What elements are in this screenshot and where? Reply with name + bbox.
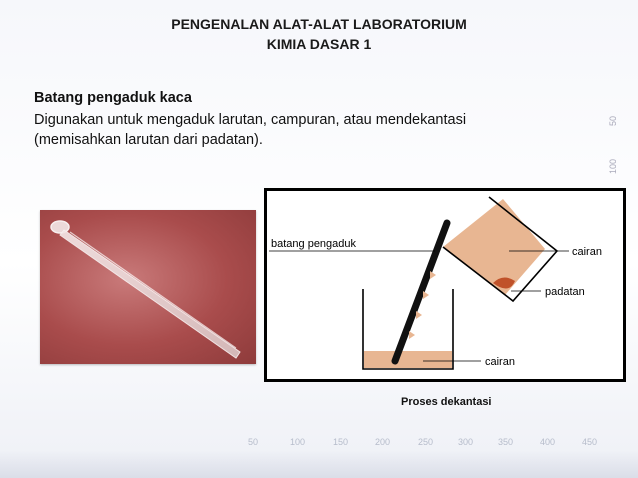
glass-rod-photo xyxy=(40,210,256,364)
ruler-bottom-mark: 450 xyxy=(582,437,598,447)
rod-highlight xyxy=(70,232,236,348)
ruler-bottom-mark: 300 xyxy=(458,437,474,447)
decantation-diagram xyxy=(264,188,626,382)
ruler-right-mark-1: 50 xyxy=(608,115,618,126)
diagram-caption: Proses dekantasi xyxy=(401,396,492,408)
ruler-bottom-mark: 150 xyxy=(333,437,349,447)
label-liquid-top: cairan xyxy=(572,246,602,258)
ruler-right xyxy=(606,100,624,190)
tilted-beaker-liquid xyxy=(443,199,545,295)
beaker-liquid xyxy=(364,351,452,368)
section-heading: Batang pengaduk kaca xyxy=(34,90,192,106)
stirring-rod xyxy=(395,223,447,361)
label-stirring-rod: batang pengaduk xyxy=(271,238,357,250)
ruler-bottom-mark: 250 xyxy=(418,437,434,447)
description-text: Digunakan untuk mengaduk larutan, campuran, atau mendekantasi (memisahkan larutan dari padatan). xyxy=(34,112,467,148)
ruler-bottom-mark: 100 xyxy=(290,437,306,447)
ruler-bottom-mark: 400 xyxy=(540,437,556,447)
decantation-svg xyxy=(267,191,623,379)
glass-rod-illustration xyxy=(40,210,256,364)
ruler-bottom-mark: 200 xyxy=(375,437,391,447)
title-line-2: KIMIA DASAR 1 xyxy=(266,36,372,52)
label-solid: padatan xyxy=(545,286,585,298)
bottom-band xyxy=(0,450,638,478)
ruler-right-mark-2: 100 xyxy=(608,158,618,174)
ruler-bottom-mark: 350 xyxy=(498,437,514,447)
title-line-1: PENGENALAN ALAT-ALAT LABORATORIUM xyxy=(171,16,467,32)
ruler-bottom-mark: 50 xyxy=(248,437,259,447)
label-liquid-bottom: cairan xyxy=(485,356,515,368)
glass-rod xyxy=(60,230,240,358)
